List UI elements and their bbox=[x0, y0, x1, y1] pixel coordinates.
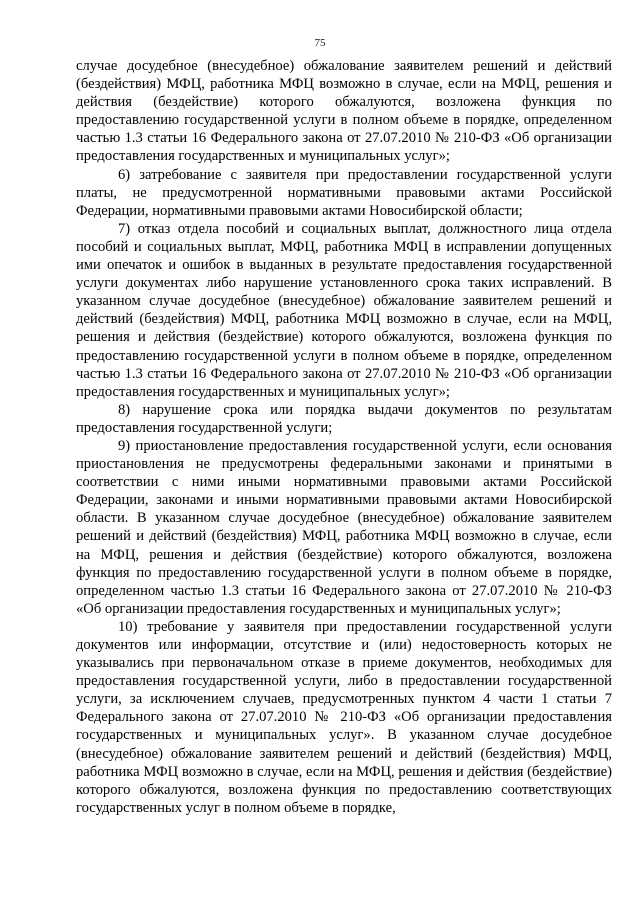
paragraph-item-8: 8) нарушение срока или порядка выдачи документов по результатам предоставления государственной услуги; bbox=[76, 401, 612, 436]
paragraph-item-7: 7) отказ отдела пособий и социальных выплат, должностного лица отдела пособий и социальных выплат, МФЦ, работника МФЦ в исправлении допущенных ими опечаток и ошибок в выданных в результате предоставления государственной услуги документах либо нарушение установленного срока таких исправлений. В указанном случае досудебное (внесудебное) обжалование заявителем решений и действий (бездействия) МФЦ, работника МФЦ возможно в случае, если на МФЦ, решения и действия (бездействие) которого обжалуются, возложена функция по предоставлению государственной услуги в полном объеме в порядке, определенном частью 1.3 статьи 16 Федерального закона от 27.07.2010 № 210-ФЗ «Об организации предоставления государственных и муниципальных услуг»; bbox=[76, 220, 612, 400]
page-number: 75 bbox=[314, 37, 326, 49]
document-body bbox=[76, 57, 612, 817]
paragraph-item-10: 10) требование у заявителя при предоставлении государственной услуги документов или информации, отсутствие и (или) недостоверность которых не указывались при первоначальном отказе в приеме документов, необходимых для предоставления государственной услуги, либо в предоставлении государственной услуги, за исключением случаев, предусмотренных пунктом 4 части 1 статьи 7 Федерального закона от 27.07.2010 № 210-ФЗ «Об организации предоставления государственных и муниципальных услуг». В указанном случае досудебное (внесудебное) обжалование заявителем решений и действий (бездействия) МФЦ, работника МФЦ возможно в случае, если на МФЦ, решения и действия (бездействие) которого обжалуются, возложена функция по предоставлению соответствующих государственных услуг в полном объеме в порядке, bbox=[76, 618, 612, 816]
paragraph-item-6: 6) затребование с заявителя при предоставлении государственной услуги платы, не предусмотренной нормативными правовыми актами Российской Федерации, нормативными правовыми актами Новосибирской области; bbox=[76, 166, 612, 219]
paragraph-item-9: 9) приостановление предоставления государственной услуги, если основания приостановления не предусмотрены федеральными законами и принятыми в соответствии с ними иными нормативными правовыми актами Российской Федерации, законами и иными нормативными правовыми актами Новосибирской области. В указанном случае досудебное (внесудебное) обжалование заявителем решений и действий (бездействия) МФЦ, работника МФЦ возможно в случае, если на МФЦ, решения и действия (бездействие) которого обжалуются, возложена функция по предоставлению государственной услуги в полном объеме в порядке, определенном частью 1.3 статьи 16 Федерального закона от 27.07.2010 № 210-ФЗ «Об организации предоставления государственных и муниципальных услуг»; bbox=[76, 437, 612, 617]
paragraph-continuation: случае досудебное (внесудебное) обжалование заявителем решений и действий (бездействия) МФЦ, работника МФЦ возможно в случае, если на МФЦ, решения и действия (бездействие) которого обжалуются, возложена функция по предоставлению государственной услуги в полном объеме в порядке, определенном частью 1.3 статьи 16 Федерального закона от 27.07.2010 № 210-ФЗ «Об организации предоставления государственных и муниципальных услуг»; bbox=[76, 58, 612, 165]
